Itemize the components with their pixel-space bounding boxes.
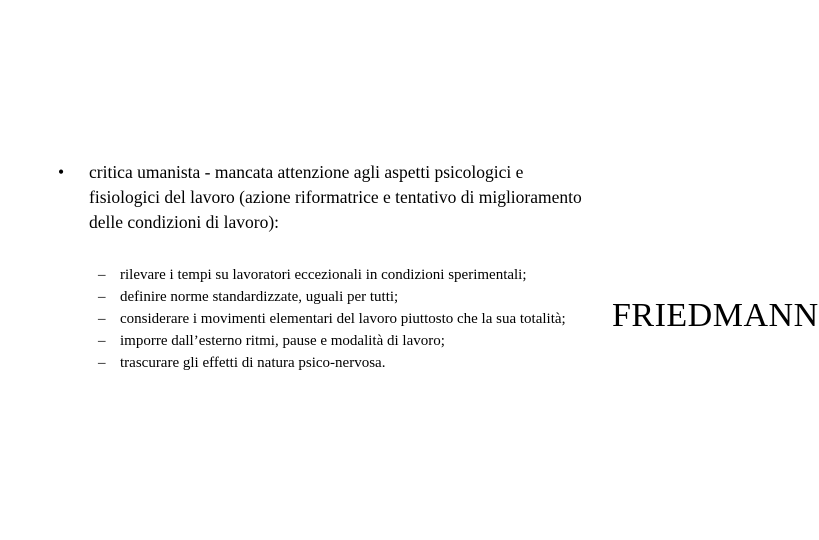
dash-marker: – (98, 311, 106, 327)
sub-bullet-item (98, 352, 658, 374)
dash-marker: – (98, 289, 106, 305)
sub-bullet-item (98, 286, 658, 308)
sub-bullet-list (98, 264, 658, 374)
dash-marker: – (98, 267, 106, 283)
main-bullet-line: delle condizioni di lavoro): (89, 212, 280, 232)
main-bullet-line: fisiologici del lavoro (azione riformatrice e tentativo di miglioramento (89, 187, 582, 207)
sub-bullet-text: imporre dall’esterno ritmi, pause e modalità di lavoro; (120, 333, 445, 349)
sub-bullet-text: considerare i movimenti elementari del lavoro piuttosto che la sua totalità; (120, 311, 566, 327)
sub-bullet-text: trascurare gli effetti di natura psico-nervosa. (120, 355, 386, 371)
dash-marker: – (98, 355, 106, 371)
main-bullet-line: critica umanista - mancata attenzione agli aspetti psicologici e (89, 162, 524, 182)
sub-bullet-item (98, 330, 658, 352)
bullet-marker: • (58, 162, 65, 182)
main-bullet-text (89, 160, 669, 235)
sub-bullet-text: rilevare i tempi su lavoratori eccezionali in condizioni sperimentali; (120, 267, 527, 283)
sub-bullet-text: definire norme standardizzate, uguali per tutti; (120, 289, 399, 305)
sub-bullet-item (98, 264, 658, 286)
sub-bullet-item (98, 308, 658, 330)
author-name-overlay: FRIEDMANN (612, 297, 819, 334)
dash-marker: – (98, 333, 106, 349)
